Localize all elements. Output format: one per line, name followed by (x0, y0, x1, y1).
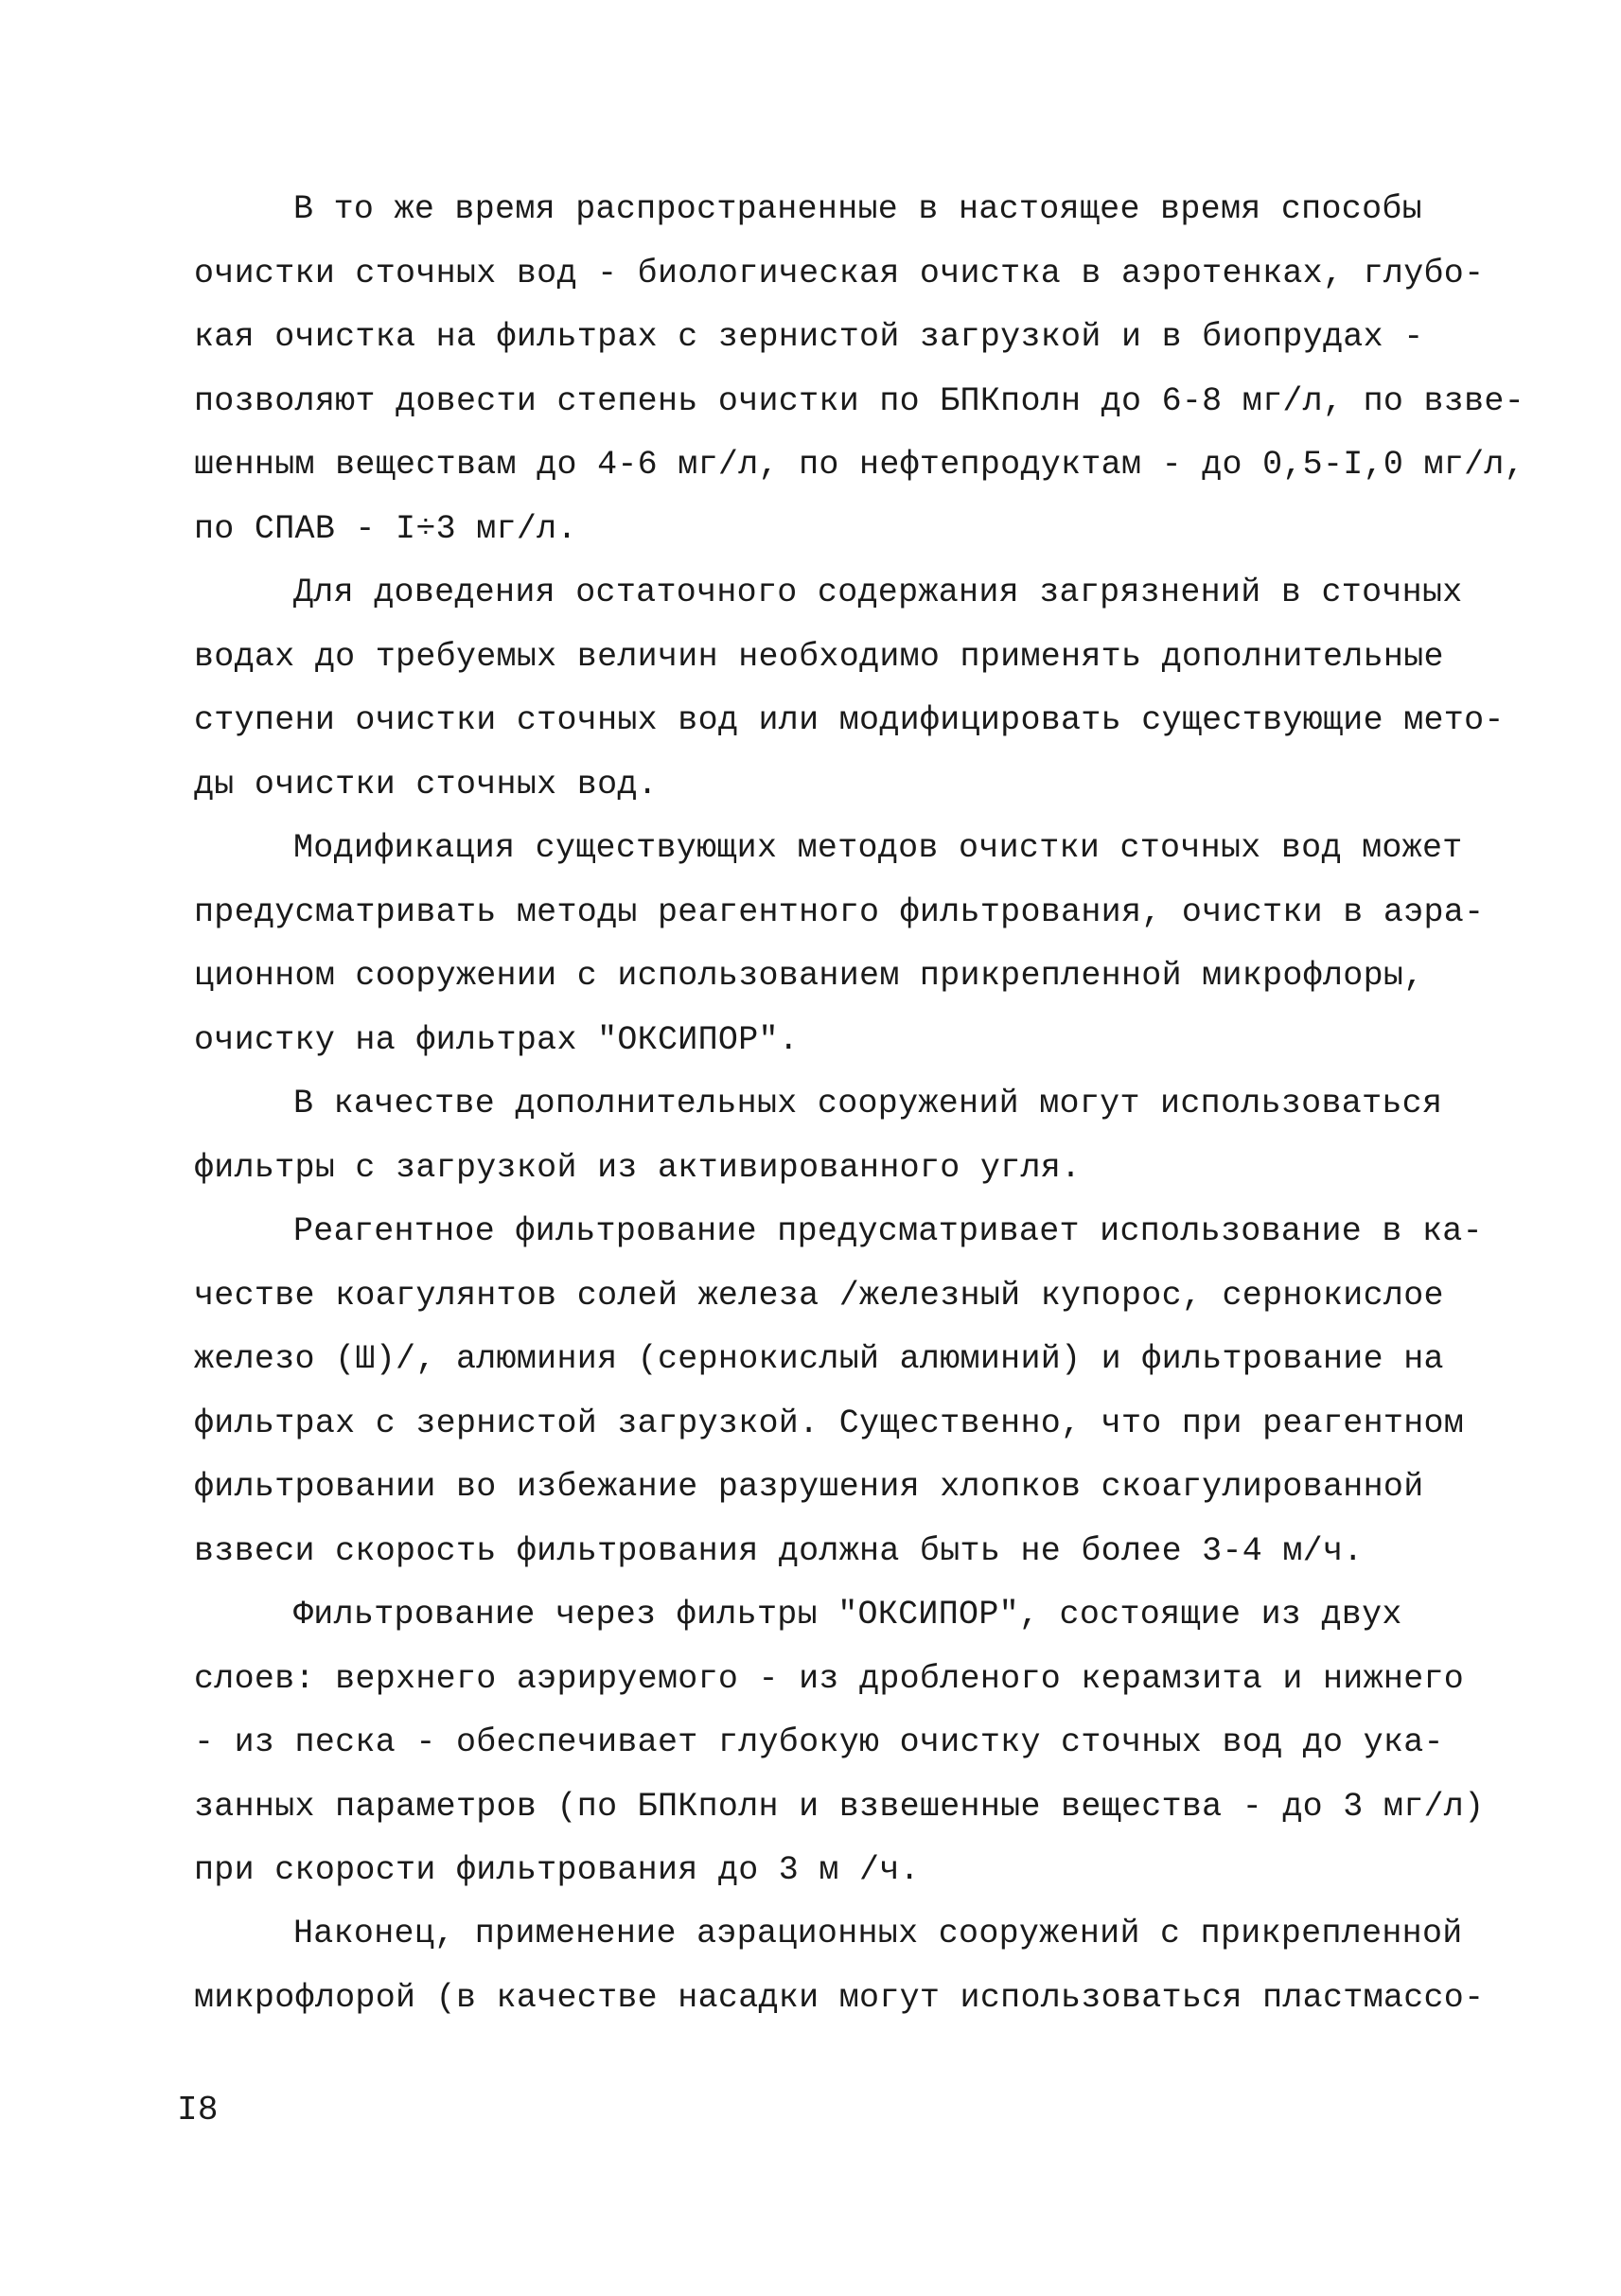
text-line: Реагентное фильтрование предусматривает использование в ка- (293, 1212, 1483, 1250)
text-line: позволяют довести степень очистки по БПКполн до 6-8 мг/л, по взве- (194, 381, 1525, 420)
text-line: Для доведения остаточного содержания загрязнений в сточных (293, 574, 1463, 611)
text-line: очистки сточных вод - биологическая очистка в аэротенках, глубо- (194, 254, 1485, 292)
text-line: фильтровании во избежание разрушения хлопков скоагулированной (194, 1468, 1424, 1507)
text-line: Модификация существующих методов очистки сточных вод может (293, 829, 1463, 867)
text-line: железо (Ш)/, алюминия (сернокислый алюминий) и фильтрование на (194, 1340, 1444, 1379)
text-line: взвеси скорость фильтрования должна быть не более 3-4 м/ч. (194, 1531, 1364, 1570)
text-line: В качестве дополнительных сооружений могут использоваться (293, 1085, 1443, 1122)
text-line: занных параметров (по БПКполн и взвешенные вещества - до 3 мг/л) (194, 1787, 1485, 1826)
paragraph-2 (194, 561, 1505, 817)
page-number: I8 (177, 2091, 219, 2129)
paragraph-4 (194, 1072, 1490, 1200)
paragraph-1 (194, 178, 1525, 562)
text-line: очистку на фильтрах "ОКСИПОР". (194, 1020, 800, 1059)
paragraph-5 (194, 1200, 1490, 1584)
paragraph-3 (194, 817, 1490, 1072)
text-line: фильтры с загрузкой из активированного угля. (194, 1148, 1082, 1187)
text-line: по СПАВ - I÷3 мг/л. (194, 509, 577, 548)
text-line: ды очистки сточных вод. (194, 765, 658, 804)
text-line: микрофлорой (в качестве насадки могут использоваться пластмассо- (194, 1978, 1485, 2017)
text-line: кая очистка на фильтрах с зернистой загрузкой и в биопрудах - (194, 318, 1424, 357)
text-line: ционном сооружении с использованием прикрепленной микрофлоры, (194, 957, 1424, 996)
text-line: слоев: верхнего аэрируемого - из дробленого керамзита и нижнего (194, 1659, 1465, 1698)
text-line: шенным веществам до 4-6 мг/л, по нефтепродуктам - до 0,5-I,0 мг/л, (194, 446, 1525, 485)
text-line: В то же время распространенные в настоящее время способы (293, 190, 1422, 228)
text-line: - из песка - обеспечивает глубокую очистку сточных вод до ука- (194, 1723, 1444, 1762)
text-line: честве коагулянтов солей железа /железный купорос, сернокислое (194, 1276, 1444, 1315)
text-line: фильтрах с зернистой загрузкой. Существенно, что при реагентном (194, 1404, 1465, 1442)
paragraph-7 (194, 1902, 1490, 2030)
text-line: водах до требуемых величин необходимо применять дополнительные (194, 637, 1444, 676)
text-line: Фильтрование через фильтры "ОКСИПОР", состоящие из двух (293, 1596, 1402, 1634)
text-line: предусматривать методы реагентного фильтрования, очистки в аэра- (194, 892, 1485, 931)
text-line: ступени очистки сточных вод или модифицировать существующие мето- (194, 701, 1505, 740)
paragraph-6 (194, 1583, 1490, 1903)
text-line: при скорости фильтрования до 3 м /ч. (194, 1851, 920, 1890)
text-line: Наконец, применение аэрационных сооружений с прикрепленной (293, 1915, 1463, 1952)
